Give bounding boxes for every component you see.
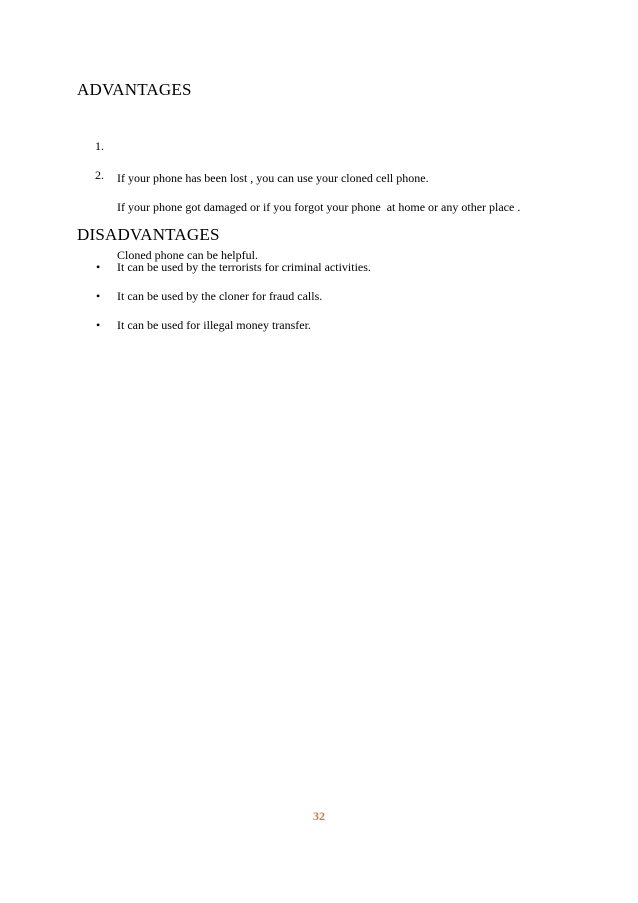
list-item-line: If your phone got damaged or if you forgot your phone at home or any other place . xyxy=(117,200,521,214)
bullet-icon: • xyxy=(96,260,101,274)
list-number: 2. xyxy=(95,168,104,182)
bullet-icon: • xyxy=(96,289,101,303)
list-number: 1. xyxy=(95,139,104,153)
list-item-text: It can be used by the terrorists for criminal activities. xyxy=(117,260,371,274)
list-item-text: It can be used for illegal money transfer. xyxy=(117,318,311,332)
page-number: 32 xyxy=(313,809,325,823)
advantages-heading: ADVANTAGES xyxy=(77,80,192,99)
list-item-line: Cloned phone can be helpful. xyxy=(117,248,258,262)
list-item-text: It can be used by the cloner for fraud calls. xyxy=(117,289,323,303)
bullet-icon: • xyxy=(96,318,101,332)
disadvantages-heading: DISADVANTAGES xyxy=(77,225,220,244)
list-item-line: If your phone has been lost , you can use your cloned cell phone. xyxy=(117,171,429,185)
